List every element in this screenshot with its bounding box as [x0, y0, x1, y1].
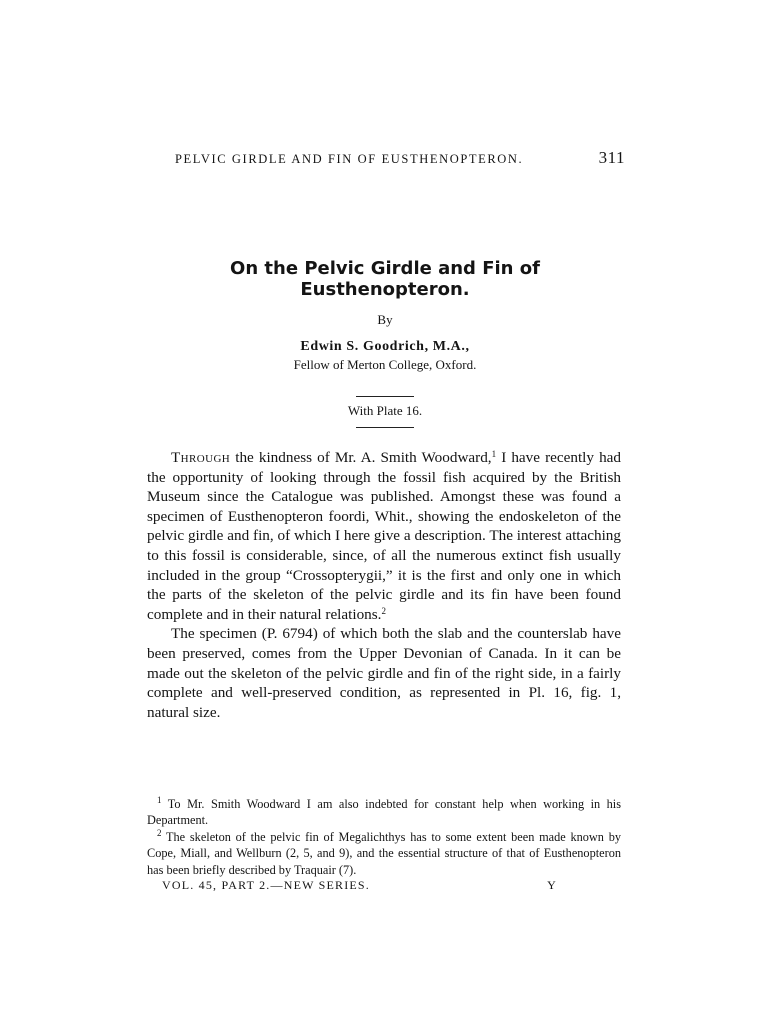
- divider-bottom: [356, 427, 414, 428]
- plate-reference: With Plate 16.: [347, 403, 423, 418]
- paragraph-1: [147, 448, 621, 624]
- running-head: [175, 148, 625, 167]
- footnotes: [147, 796, 621, 878]
- running-head-title: PELVIC GIRDLE AND FIN OF EUSTHENOPTERON.: [175, 152, 524, 166]
- signature-line: [162, 878, 557, 893]
- paragraph-1-text-b: I have recently had the opportunity of looking through the fossil fish acquired by the British Museum since the Catalogue was published. Amongst these was found a specimen of Eusthenopteron foordi, Whit., showing the endoskeleton of the pelvic girdle and fin, of which I here give a description. The interest attaching to this fossil is considerable, since, of all the numerous extinct fish usually included in the group “Crossopterygii,” it is the first and only one in which the parts of the skeleton of the pelvic girdle and its fin have been found complete and in their natural relations.: [147, 449, 622, 623]
- title-line-2: Eusthenopteron.: [300, 279, 470, 300]
- paragraph-2: The specimen (P. 6794) of which both the slab and the counterslab have been preserved, comes from the Upper Devonian of Canada. In it can be made out the skeleton of the pelvic girdle and fin of the right side, in a fairly complete and well-preserved condition, as represented in Pl. 16, fig. 1, natural size.: [147, 625, 621, 721]
- paragraph-1-text-a: the kindness of Mr. A. Smith Woodward,: [230, 449, 492, 466]
- footnote-1-mark: 1: [157, 795, 162, 805]
- footnote-ref-1: 1: [491, 449, 497, 459]
- title-line-1: On the Pelvic Girdle and Fin of: [230, 258, 540, 279]
- signature-mark: Y: [547, 878, 557, 892]
- divider-top: [356, 396, 414, 397]
- article-title: [140, 258, 630, 300]
- footnote-2: [147, 829, 621, 878]
- page-number: 311: [598, 148, 625, 167]
- paragraph-lead-word: Through: [171, 449, 231, 466]
- volume-info: VOL. 45, PART 2.—NEW SERIES.: [162, 878, 371, 892]
- footnote-ref-2: 2: [381, 605, 386, 616]
- footnote-2-text: The skeleton of the pelvic fin of Megalichthys has to some extent been made known by Cope, Miall, and Wellburn (2, 5, and 9), and the essential structure of that of Eusthenopteron has been briefly described by Traquair (7).: [147, 829, 621, 877]
- footnote-1-text: To Mr. Smith Woodward I am also indebted for constant help when working in his Department.: [147, 797, 621, 828]
- author-affiliation: Fellow of Merton College, Oxford.: [293, 357, 477, 372]
- footnote-1: [147, 796, 621, 829]
- author-name: Edwin S. Goodrich, M.A.,: [300, 339, 470, 354]
- byline: By: [377, 312, 393, 327]
- footnote-2-mark: 2: [157, 827, 162, 838]
- article-body: [147, 448, 621, 722]
